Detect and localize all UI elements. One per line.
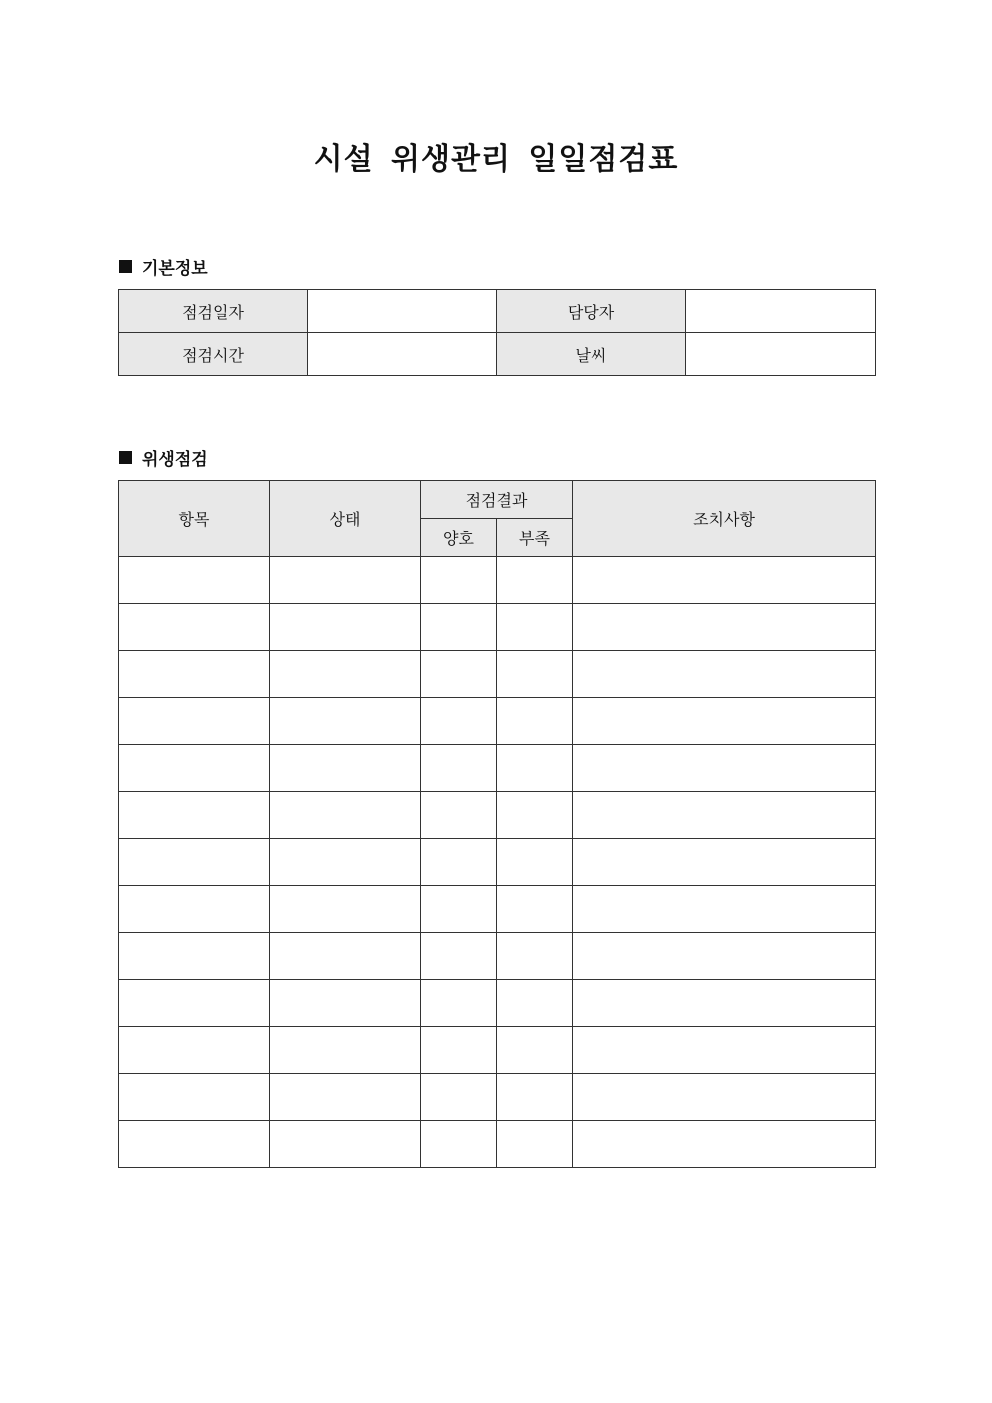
table-row — [119, 1074, 876, 1121]
good-cell[interactable] — [421, 1121, 497, 1168]
action-cell[interactable] — [573, 1121, 876, 1168]
item-cell[interactable] — [119, 980, 270, 1027]
inspection-date-field[interactable] — [308, 290, 497, 333]
status-cell[interactable] — [270, 792, 421, 839]
status-cell[interactable] — [270, 839, 421, 886]
status-cell[interactable] — [270, 933, 421, 980]
table-row — [119, 980, 876, 1027]
hygiene-check-table — [118, 480, 876, 1168]
good-cell[interactable] — [421, 839, 497, 886]
basic-info-heading — [119, 254, 208, 279]
good-cell[interactable] — [421, 557, 497, 604]
column-header-item: 항목 — [119, 481, 270, 557]
basic-info-row — [119, 290, 876, 333]
action-cell[interactable] — [573, 839, 876, 886]
column-header-good: 양호 — [421, 519, 497, 557]
action-cell[interactable] — [573, 792, 876, 839]
basic-info-row — [119, 333, 876, 376]
item-cell[interactable] — [119, 1074, 270, 1121]
good-cell[interactable] — [421, 886, 497, 933]
poor-cell[interactable] — [497, 745, 573, 792]
inspection-time-field[interactable] — [308, 333, 497, 376]
status-cell[interactable] — [270, 886, 421, 933]
status-cell[interactable] — [270, 698, 421, 745]
table-row — [119, 557, 876, 604]
status-cell[interactable] — [270, 1121, 421, 1168]
column-header-action: 조치사항 — [573, 481, 876, 557]
item-cell[interactable] — [119, 1027, 270, 1074]
good-cell[interactable] — [421, 1074, 497, 1121]
poor-cell[interactable] — [497, 933, 573, 980]
table-row — [119, 1027, 876, 1074]
good-cell[interactable] — [421, 651, 497, 698]
hygiene-check-heading-label: 위생점검 — [142, 450, 208, 470]
table-row — [119, 839, 876, 886]
status-cell[interactable] — [270, 745, 421, 792]
action-cell[interactable] — [573, 1027, 876, 1074]
item-cell[interactable] — [119, 604, 270, 651]
poor-cell[interactable] — [497, 980, 573, 1027]
good-cell[interactable] — [421, 698, 497, 745]
column-header-status: 상태 — [270, 481, 421, 557]
basic-info-heading-label: 기본정보 — [142, 259, 208, 279]
item-cell[interactable] — [119, 745, 270, 792]
good-cell[interactable] — [421, 980, 497, 1027]
poor-cell[interactable] — [497, 1121, 573, 1168]
inspection-date-label: 점검일자 — [119, 290, 308, 333]
inspection-time-label: 점검시간 — [119, 333, 308, 376]
good-cell[interactable] — [421, 745, 497, 792]
column-header-poor: 부족 — [497, 519, 573, 557]
action-cell[interactable] — [573, 1074, 876, 1121]
weather-field[interactable] — [686, 333, 876, 376]
action-cell[interactable] — [573, 604, 876, 651]
poor-cell[interactable] — [497, 1074, 573, 1121]
table-row — [119, 886, 876, 933]
good-cell[interactable] — [421, 933, 497, 980]
good-cell[interactable] — [421, 792, 497, 839]
action-cell[interactable] — [573, 651, 876, 698]
basic-info-table — [118, 289, 876, 376]
poor-cell[interactable] — [497, 1027, 573, 1074]
table-row — [119, 933, 876, 980]
status-cell[interactable] — [270, 1074, 421, 1121]
status-cell[interactable] — [270, 604, 421, 651]
table-row — [119, 745, 876, 792]
item-cell[interactable] — [119, 651, 270, 698]
good-cell[interactable] — [421, 604, 497, 651]
column-header-result: 점검결과 — [421, 481, 573, 519]
poor-cell[interactable] — [497, 557, 573, 604]
poor-cell[interactable] — [497, 839, 573, 886]
page-title: 시설 위생관리 일일점검표 — [313, 142, 679, 177]
hygiene-check-heading — [119, 445, 208, 470]
action-cell[interactable] — [573, 933, 876, 980]
square-bullet-icon — [119, 260, 132, 273]
item-cell[interactable] — [119, 839, 270, 886]
item-cell[interactable] — [119, 698, 270, 745]
poor-cell[interactable] — [497, 886, 573, 933]
poor-cell[interactable] — [497, 651, 573, 698]
item-cell[interactable] — [119, 886, 270, 933]
action-cell[interactable] — [573, 886, 876, 933]
action-cell[interactable] — [573, 980, 876, 1027]
status-cell[interactable] — [270, 1027, 421, 1074]
table-row — [119, 1121, 876, 1168]
status-cell[interactable] — [270, 557, 421, 604]
poor-cell[interactable] — [497, 604, 573, 651]
table-row — [119, 651, 876, 698]
poor-cell[interactable] — [497, 698, 573, 745]
good-cell[interactable] — [421, 1027, 497, 1074]
action-cell[interactable] — [573, 745, 876, 792]
item-cell[interactable] — [119, 557, 270, 604]
poor-cell[interactable] — [497, 792, 573, 839]
item-cell[interactable] — [119, 1121, 270, 1168]
status-cell[interactable] — [270, 980, 421, 1027]
table-row — [119, 698, 876, 745]
item-cell[interactable] — [119, 933, 270, 980]
action-cell[interactable] — [573, 557, 876, 604]
square-bullet-icon — [119, 451, 132, 464]
manager-label: 담당자 — [497, 290, 686, 333]
action-cell[interactable] — [573, 698, 876, 745]
item-cell[interactable] — [119, 792, 270, 839]
table-row — [119, 792, 876, 839]
manager-field[interactable] — [686, 290, 876, 333]
table-row — [119, 604, 876, 651]
weather-label: 날씨 — [497, 333, 686, 376]
status-cell[interactable] — [270, 651, 421, 698]
